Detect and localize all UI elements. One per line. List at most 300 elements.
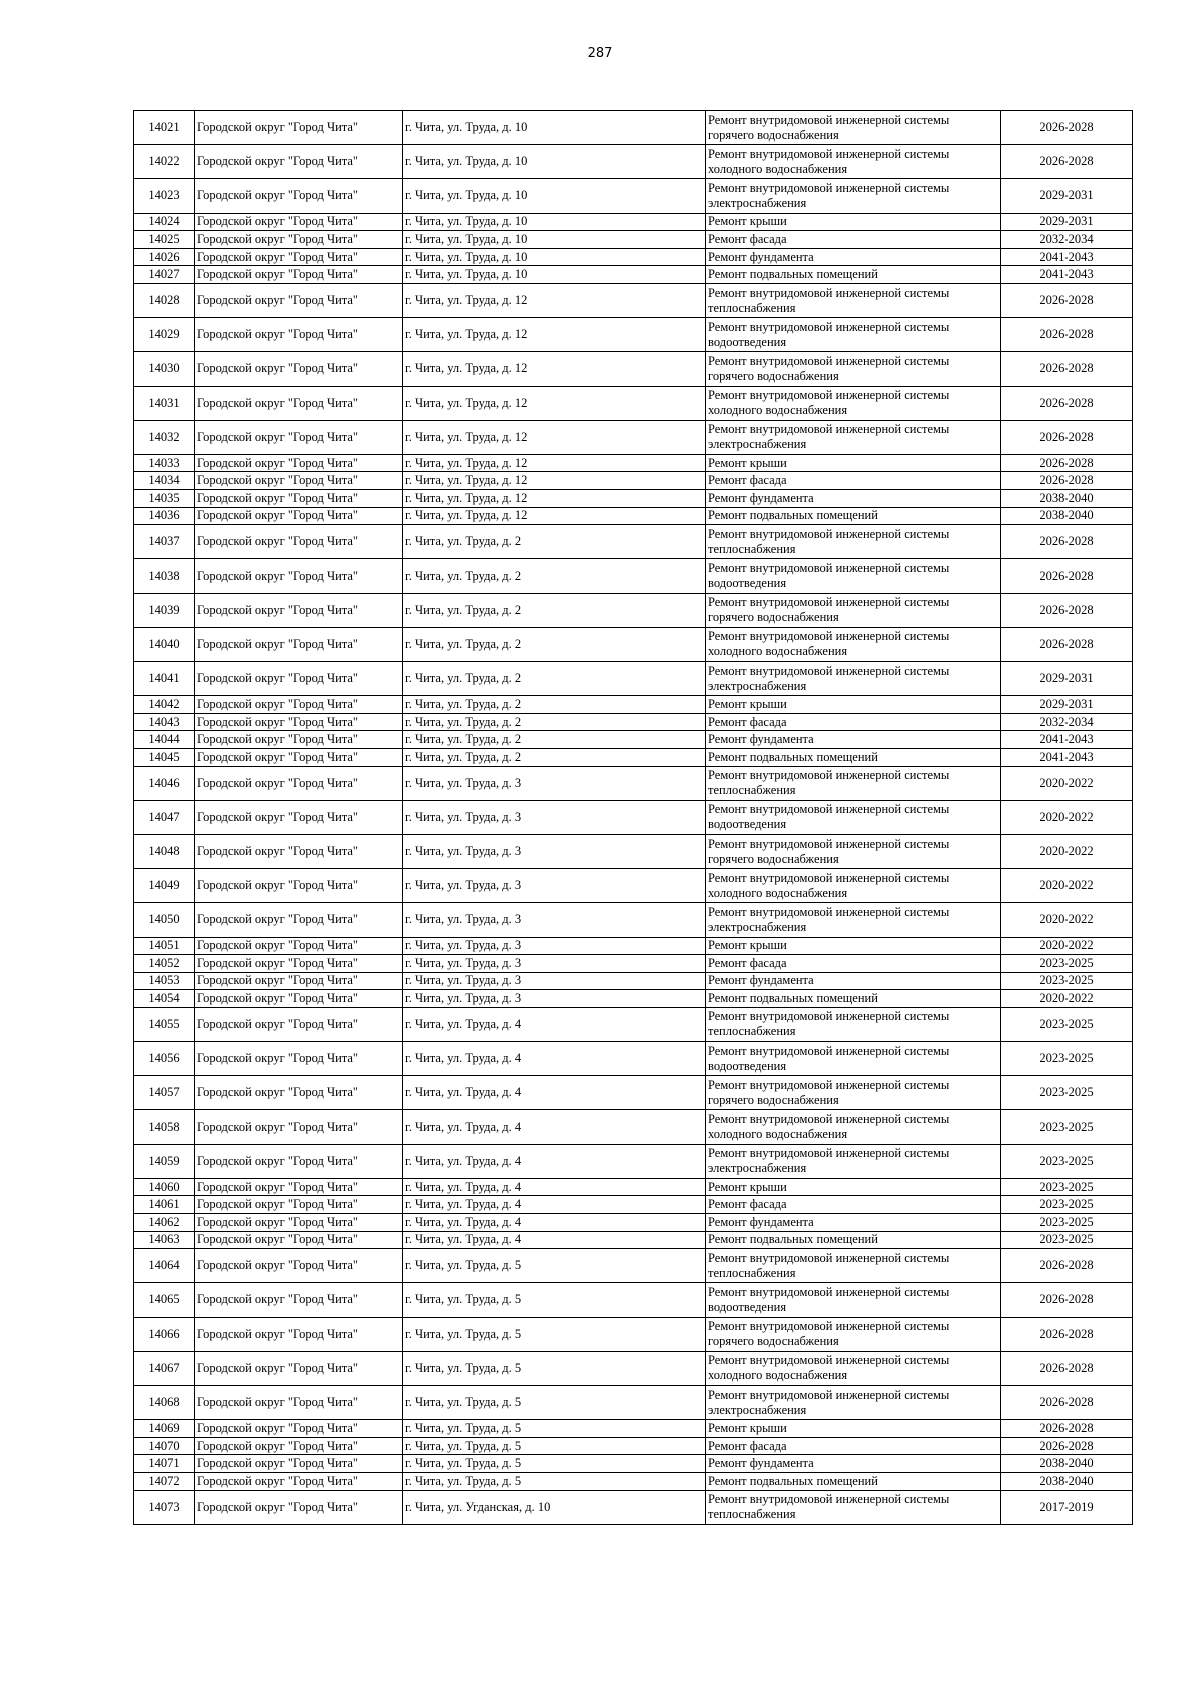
- municipality-cell: Городской округ "Город Чита": [195, 990, 403, 1008]
- table-row: [134, 972, 1133, 990]
- row-number-cell: 14052: [134, 955, 195, 973]
- municipality-cell: Городской округ "Город Чита": [195, 386, 403, 420]
- row-number-cell: 14061: [134, 1196, 195, 1214]
- table-row: [134, 1196, 1133, 1214]
- municipality-cell: Городской округ "Город Чита": [195, 1317, 403, 1351]
- table-row: [134, 1249, 1133, 1283]
- address-cell: г. Чита, ул. Труда, д. 10: [403, 248, 706, 266]
- table-row: [134, 1178, 1133, 1196]
- work-type-cell: Ремонт подвальных помещений: [706, 266, 1001, 284]
- row-number-cell: 14055: [134, 1007, 195, 1041]
- table-row: [134, 472, 1133, 490]
- row-number-cell: 14029: [134, 318, 195, 352]
- work-type-cell: Ремонт внутридомовой инженерной системы теплоснабжения: [706, 766, 1001, 800]
- table-row: [134, 748, 1133, 766]
- municipality-cell: Городской округ "Город Чита": [195, 696, 403, 714]
- row-number-cell: 14036: [134, 507, 195, 525]
- work-type-cell: Ремонт внутридомовой инженерной системы горячего водоснабжения: [706, 593, 1001, 627]
- municipality-cell: Городской округ "Город Чита": [195, 1214, 403, 1232]
- municipality-cell: Городской округ "Город Чита": [195, 1455, 403, 1473]
- table-row: [134, 903, 1133, 937]
- table-row: [134, 525, 1133, 559]
- municipality-cell: Городской округ "Город Чита": [195, 1420, 403, 1438]
- table-row: [134, 1420, 1133, 1438]
- row-number-cell: 14068: [134, 1385, 195, 1419]
- work-type-cell: Ремонт подвальных помещений: [706, 748, 1001, 766]
- table-row: [134, 490, 1133, 508]
- address-cell: г. Чита, ул. Труда, д. 12: [403, 490, 706, 508]
- address-cell: г. Чита, ул. Труда, д. 2: [403, 662, 706, 696]
- work-type-cell: Ремонт внутридомовой инженерной системы теплоснабжения: [706, 1249, 1001, 1283]
- work-type-cell: Ремонт подвальных помещений: [706, 1231, 1001, 1249]
- work-type-cell: Ремонт внутридомовой инженерной системы электроснабжения: [706, 1144, 1001, 1178]
- work-type-cell: Ремонт внутридомовой инженерной системы водоотведения: [706, 1042, 1001, 1076]
- work-type-cell: Ремонт внутридомовой инженерной системы водоотведения: [706, 1283, 1001, 1317]
- period-cell: 2023-2025: [1001, 955, 1133, 973]
- period-cell: 2038-2040: [1001, 490, 1133, 508]
- work-type-cell: Ремонт подвальных помещений: [706, 990, 1001, 1008]
- work-type-cell: Ремонт внутридомовой инженерной системы электроснабжения: [706, 1385, 1001, 1419]
- address-cell: г. Чита, ул. Труда, д. 3: [403, 937, 706, 955]
- period-cell: 2041-2043: [1001, 248, 1133, 266]
- municipality-cell: Городской округ "Город Чита": [195, 713, 403, 731]
- municipality-cell: Городской округ "Город Чита": [195, 1042, 403, 1076]
- table-row: [134, 420, 1133, 454]
- address-cell: г. Чита, ул. Труда, д. 3: [403, 972, 706, 990]
- work-type-cell: Ремонт внутридомовой инженерной системы электроснабжения: [706, 420, 1001, 454]
- municipality-cell: Городской округ "Город Чита": [195, 472, 403, 490]
- table-row: [134, 1490, 1133, 1524]
- address-cell: г. Чита, ул. Труда, д. 5: [403, 1317, 706, 1351]
- period-cell: 2020-2022: [1001, 834, 1133, 868]
- period-cell: 2017-2019: [1001, 1490, 1133, 1524]
- work-type-cell: Ремонт внутридомовой инженерной системы электроснабжения: [706, 179, 1001, 213]
- work-type-cell: Ремонт внутридомовой инженерной системы горячего водоснабжения: [706, 111, 1001, 145]
- address-cell: г. Чита, ул. Труда, д. 12: [403, 318, 706, 352]
- row-number-cell: 14059: [134, 1144, 195, 1178]
- address-cell: г. Чита, ул. Угданская, д. 10: [403, 1490, 706, 1524]
- address-cell: г. Чита, ул. Труда, д. 2: [403, 696, 706, 714]
- municipality-cell: Городской округ "Город Чита": [195, 731, 403, 749]
- table-row: [134, 713, 1133, 731]
- work-type-cell: Ремонт внутридомовой инженерной системы электроснабжения: [706, 903, 1001, 937]
- table-row: [134, 955, 1133, 973]
- work-type-cell: Ремонт внутридомовой инженерной системы водоотведения: [706, 800, 1001, 834]
- period-cell: 2029-2031: [1001, 213, 1133, 231]
- address-cell: г. Чита, ул. Труда, д. 5: [403, 1437, 706, 1455]
- address-cell: г. Чита, ул. Труда, д. 12: [403, 283, 706, 317]
- municipality-cell: Городской округ "Город Чита": [195, 748, 403, 766]
- address-cell: г. Чита, ул. Труда, д. 2: [403, 559, 706, 593]
- period-cell: 2026-2028: [1001, 593, 1133, 627]
- period-cell: 2026-2028: [1001, 627, 1133, 661]
- row-number-cell: 14044: [134, 731, 195, 749]
- address-cell: г. Чита, ул. Труда, д. 10: [403, 213, 706, 231]
- address-cell: г. Чита, ул. Труда, д. 2: [403, 627, 706, 661]
- address-cell: г. Чита, ул. Труда, д. 4: [403, 1076, 706, 1110]
- row-number-cell: 14073: [134, 1490, 195, 1524]
- period-cell: 2023-2025: [1001, 1076, 1133, 1110]
- repair-schedule-table: [133, 110, 1133, 1525]
- row-number-cell: 14048: [134, 834, 195, 868]
- municipality-cell: Городской округ "Город Чита": [195, 1283, 403, 1317]
- row-number-cell: 14062: [134, 1214, 195, 1232]
- table-row: [134, 1144, 1133, 1178]
- work-type-cell: Ремонт фасада: [706, 955, 1001, 973]
- address-cell: г. Чита, ул. Труда, д. 4: [403, 1196, 706, 1214]
- work-type-cell: Ремонт внутридомовой инженерной системы холодного водоснабжения: [706, 869, 1001, 903]
- address-cell: г. Чита, ул. Труда, д. 5: [403, 1283, 706, 1317]
- address-cell: г. Чита, ул. Труда, д. 3: [403, 800, 706, 834]
- table-row: [134, 145, 1133, 179]
- work-type-cell: Ремонт фундамента: [706, 248, 1001, 266]
- row-number-cell: 14046: [134, 766, 195, 800]
- address-cell: г. Чита, ул. Труда, д. 3: [403, 955, 706, 973]
- municipality-cell: Городской округ "Город Чита": [195, 1007, 403, 1041]
- municipality-cell: Городской округ "Город Чита": [195, 972, 403, 990]
- row-number-cell: 14065: [134, 1283, 195, 1317]
- row-number-cell: 14060: [134, 1178, 195, 1196]
- period-cell: 2038-2040: [1001, 1455, 1133, 1473]
- period-cell: 2029-2031: [1001, 662, 1133, 696]
- table-row: [134, 990, 1133, 1008]
- period-cell: 2020-2022: [1001, 937, 1133, 955]
- period-cell: 2026-2028: [1001, 525, 1133, 559]
- period-cell: 2023-2025: [1001, 1110, 1133, 1144]
- work-type-cell: Ремонт внутридомовой инженерной системы холодного водоснабжения: [706, 627, 1001, 661]
- page-number: 287: [587, 46, 613, 61]
- table-row: [134, 1214, 1133, 1232]
- period-cell: 2026-2028: [1001, 386, 1133, 420]
- period-cell: 2038-2040: [1001, 507, 1133, 525]
- municipality-cell: Городской округ "Город Чита": [195, 937, 403, 955]
- work-type-cell: Ремонт крыши: [706, 696, 1001, 714]
- period-cell: 2029-2031: [1001, 696, 1133, 714]
- row-number-cell: 14039: [134, 593, 195, 627]
- period-cell: 2023-2025: [1001, 1144, 1133, 1178]
- work-type-cell: Ремонт внутридомовой инженерной системы горячего водоснабжения: [706, 1076, 1001, 1110]
- municipality-cell: Городской округ "Город Чита": [195, 248, 403, 266]
- municipality-cell: Городской округ "Город Чита": [195, 145, 403, 179]
- work-type-cell: Ремонт внутридомовой инженерной системы электроснабжения: [706, 662, 1001, 696]
- address-cell: г. Чита, ул. Труда, д. 12: [403, 420, 706, 454]
- row-number-cell: 14053: [134, 972, 195, 990]
- work-type-cell: Ремонт внутридомовой инженерной системы теплоснабжения: [706, 525, 1001, 559]
- row-number-cell: 14054: [134, 990, 195, 1008]
- municipality-cell: Городской округ "Город Чита": [195, 111, 403, 145]
- period-cell: 2026-2028: [1001, 1385, 1133, 1419]
- address-cell: г. Чита, ул. Труда, д. 5: [403, 1351, 706, 1385]
- period-cell: 2026-2028: [1001, 283, 1133, 317]
- address-cell: г. Чита, ул. Труда, д. 10: [403, 266, 706, 284]
- address-cell: г. Чита, ул. Труда, д. 12: [403, 454, 706, 472]
- table-row: [134, 1283, 1133, 1317]
- address-cell: г. Чита, ул. Труда, д. 5: [403, 1455, 706, 1473]
- work-type-cell: Ремонт фундамента: [706, 1214, 1001, 1232]
- municipality-cell: Городской округ "Город Чита": [195, 800, 403, 834]
- work-type-cell: Ремонт фундамента: [706, 1455, 1001, 1473]
- address-cell: г. Чита, ул. Труда, д. 2: [403, 593, 706, 627]
- period-cell: 2026-2028: [1001, 1249, 1133, 1283]
- row-number-cell: 14063: [134, 1231, 195, 1249]
- row-number-cell: 14045: [134, 748, 195, 766]
- work-type-cell: Ремонт крыши: [706, 1420, 1001, 1438]
- row-number-cell: 14070: [134, 1437, 195, 1455]
- table-row: [134, 662, 1133, 696]
- row-number-cell: 14047: [134, 800, 195, 834]
- municipality-cell: Городской округ "Город Чита": [195, 525, 403, 559]
- period-cell: 2026-2028: [1001, 472, 1133, 490]
- table-row: [134, 213, 1133, 231]
- address-cell: г. Чита, ул. Труда, д. 5: [403, 1385, 706, 1419]
- table-row: [134, 593, 1133, 627]
- table-row: [134, 1317, 1133, 1351]
- period-cell: 2029-2031: [1001, 179, 1133, 213]
- address-cell: г. Чита, ул. Труда, д. 4: [403, 1007, 706, 1041]
- row-number-cell: 14024: [134, 213, 195, 231]
- municipality-cell: Городской округ "Город Чита": [195, 1178, 403, 1196]
- municipality-cell: Городской округ "Город Чита": [195, 1472, 403, 1490]
- table-row: [134, 1437, 1133, 1455]
- municipality-cell: Городской округ "Город Чита": [195, 1110, 403, 1144]
- work-type-cell: Ремонт фасада: [706, 1196, 1001, 1214]
- work-type-cell: Ремонт внутридомовой инженерной системы водоотведения: [706, 559, 1001, 593]
- row-number-cell: 14023: [134, 179, 195, 213]
- work-type-cell: Ремонт крыши: [706, 213, 1001, 231]
- table-row: [134, 627, 1133, 661]
- address-cell: г. Чита, ул. Труда, д. 3: [403, 834, 706, 868]
- row-number-cell: 14026: [134, 248, 195, 266]
- table-row: [134, 283, 1133, 317]
- address-cell: г. Чита, ул. Труда, д. 2: [403, 713, 706, 731]
- row-number-cell: 14030: [134, 352, 195, 386]
- address-cell: г. Чита, ул. Труда, д. 2: [403, 731, 706, 749]
- period-cell: 2026-2028: [1001, 1437, 1133, 1455]
- period-cell: 2026-2028: [1001, 111, 1133, 145]
- table-row: [134, 454, 1133, 472]
- period-cell: 2023-2025: [1001, 1196, 1133, 1214]
- table-row: [134, 1231, 1133, 1249]
- address-cell: г. Чита, ул. Труда, д. 4: [403, 1144, 706, 1178]
- table-row: [134, 248, 1133, 266]
- period-cell: 2020-2022: [1001, 766, 1133, 800]
- table-row: [134, 386, 1133, 420]
- work-type-cell: Ремонт фасада: [706, 1437, 1001, 1455]
- municipality-cell: Городской округ "Город Чита": [195, 1437, 403, 1455]
- municipality-cell: Городской округ "Город Чита": [195, 507, 403, 525]
- work-type-cell: Ремонт внутридомовой инженерной системы горячего водоснабжения: [706, 1317, 1001, 1351]
- table-row: [134, 559, 1133, 593]
- period-cell: 2026-2028: [1001, 1283, 1133, 1317]
- address-cell: г. Чита, ул. Труда, д. 4: [403, 1231, 706, 1249]
- row-number-cell: 14072: [134, 1472, 195, 1490]
- period-cell: 2038-2040: [1001, 1472, 1133, 1490]
- table-row: [134, 507, 1133, 525]
- period-cell: 2026-2028: [1001, 318, 1133, 352]
- municipality-cell: Городской округ "Город Чита": [195, 231, 403, 249]
- work-type-cell: Ремонт внутридомовой инженерной системы горячего водоснабжения: [706, 834, 1001, 868]
- address-cell: г. Чита, ул. Труда, д. 3: [403, 766, 706, 800]
- work-type-cell: Ремонт фундамента: [706, 731, 1001, 749]
- period-cell: 2026-2028: [1001, 352, 1133, 386]
- municipality-cell: Городской округ "Город Чита": [195, 903, 403, 937]
- period-cell: 2026-2028: [1001, 1420, 1133, 1438]
- row-number-cell: 14056: [134, 1042, 195, 1076]
- work-type-cell: Ремонт подвальных помещений: [706, 507, 1001, 525]
- municipality-cell: Городской округ "Город Чита": [195, 1490, 403, 1524]
- municipality-cell: Городской округ "Город Чита": [195, 1076, 403, 1110]
- table-row: [134, 800, 1133, 834]
- municipality-cell: Городской округ "Город Чита": [195, 1249, 403, 1283]
- table-row: [134, 179, 1133, 213]
- work-type-cell: Ремонт внутридомовой инженерной системы холодного водоснабжения: [706, 1351, 1001, 1385]
- row-number-cell: 14033: [134, 454, 195, 472]
- table-row: [134, 231, 1133, 249]
- period-cell: 2020-2022: [1001, 903, 1133, 937]
- table-row: [134, 111, 1133, 145]
- address-cell: г. Чита, ул. Труда, д. 2: [403, 748, 706, 766]
- row-number-cell: 14064: [134, 1249, 195, 1283]
- table-row: [134, 1472, 1133, 1490]
- municipality-cell: Городской округ "Город Чита": [195, 352, 403, 386]
- address-cell: г. Чита, ул. Труда, д. 2: [403, 525, 706, 559]
- work-type-cell: Ремонт внутридомовой инженерной системы холодного водоснабжения: [706, 1110, 1001, 1144]
- work-type-cell: Ремонт крыши: [706, 937, 1001, 955]
- period-cell: 2023-2025: [1001, 1214, 1133, 1232]
- municipality-cell: Городской округ "Город Чита": [195, 627, 403, 661]
- period-cell: 2026-2028: [1001, 420, 1133, 454]
- address-cell: г. Чита, ул. Труда, д. 4: [403, 1110, 706, 1144]
- row-number-cell: 14037: [134, 525, 195, 559]
- table-row: [134, 1385, 1133, 1419]
- work-type-cell: Ремонт внутридомовой инженерной системы теплоснабжения: [706, 1007, 1001, 1041]
- work-type-cell: Ремонт фундамента: [706, 972, 1001, 990]
- work-type-cell: Ремонт внутридомовой инженерной системы теплоснабжения: [706, 1490, 1001, 1524]
- municipality-cell: Городской округ "Город Чита": [195, 593, 403, 627]
- municipality-cell: Городской округ "Город Чита": [195, 266, 403, 284]
- table-row: [134, 869, 1133, 903]
- work-type-cell: Ремонт внутридомовой инженерной системы холодного водоснабжения: [706, 386, 1001, 420]
- work-type-cell: Ремонт внутридомовой инженерной системы водоотведения: [706, 318, 1001, 352]
- table-row: [134, 696, 1133, 714]
- row-number-cell: 14041: [134, 662, 195, 696]
- row-number-cell: 14035: [134, 490, 195, 508]
- address-cell: г. Чита, ул. Труда, д. 10: [403, 145, 706, 179]
- period-cell: 2026-2028: [1001, 1351, 1133, 1385]
- address-cell: г. Чита, ул. Труда, д. 12: [403, 386, 706, 420]
- address-cell: г. Чита, ул. Труда, д. 10: [403, 179, 706, 213]
- address-cell: г. Чита, ул. Труда, д. 5: [403, 1472, 706, 1490]
- period-cell: 2020-2022: [1001, 990, 1133, 1008]
- work-type-cell: Ремонт внутридомовой инженерной системы холодного водоснабжения: [706, 145, 1001, 179]
- table-row: [134, 1351, 1133, 1385]
- period-cell: 2041-2043: [1001, 266, 1133, 284]
- address-cell: г. Чита, ул. Труда, д. 5: [403, 1249, 706, 1283]
- municipality-cell: Городской округ "Город Чита": [195, 213, 403, 231]
- row-number-cell: 14034: [134, 472, 195, 490]
- row-number-cell: 14043: [134, 713, 195, 731]
- table-row: [134, 937, 1133, 955]
- row-number-cell: 14022: [134, 145, 195, 179]
- row-number-cell: 14025: [134, 231, 195, 249]
- work-type-cell: Ремонт фундамента: [706, 490, 1001, 508]
- row-number-cell: 14071: [134, 1455, 195, 1473]
- municipality-cell: Городской округ "Город Чита": [195, 1144, 403, 1178]
- row-number-cell: 14049: [134, 869, 195, 903]
- table-row: [134, 1076, 1133, 1110]
- row-number-cell: 14067: [134, 1351, 195, 1385]
- row-number-cell: 14027: [134, 266, 195, 284]
- row-number-cell: 14021: [134, 111, 195, 145]
- row-number-cell: 14058: [134, 1110, 195, 1144]
- address-cell: г. Чита, ул. Труда, д. 4: [403, 1042, 706, 1076]
- period-cell: 2023-2025: [1001, 972, 1133, 990]
- row-number-cell: 14032: [134, 420, 195, 454]
- row-number-cell: 14028: [134, 283, 195, 317]
- address-cell: г. Чита, ул. Труда, д. 10: [403, 231, 706, 249]
- table-row: [134, 766, 1133, 800]
- row-number-cell: 14040: [134, 627, 195, 661]
- row-number-cell: 14066: [134, 1317, 195, 1351]
- address-cell: г. Чита, ул. Труда, д. 3: [403, 990, 706, 1008]
- row-number-cell: 14038: [134, 559, 195, 593]
- period-cell: 2026-2028: [1001, 454, 1133, 472]
- period-cell: 2023-2025: [1001, 1178, 1133, 1196]
- period-cell: 2032-2034: [1001, 713, 1133, 731]
- address-cell: г. Чита, ул. Труда, д. 4: [403, 1214, 706, 1232]
- table-row: [134, 266, 1133, 284]
- municipality-cell: Городской округ "Город Чита": [195, 834, 403, 868]
- period-cell: 2041-2043: [1001, 748, 1133, 766]
- work-type-cell: Ремонт фасада: [706, 472, 1001, 490]
- municipality-cell: Городской округ "Город Чита": [195, 490, 403, 508]
- address-cell: г. Чита, ул. Труда, д. 3: [403, 903, 706, 937]
- address-cell: г. Чита, ул. Труда, д. 5: [403, 1420, 706, 1438]
- work-type-cell: Ремонт внутридомовой инженерной системы теплоснабжения: [706, 283, 1001, 317]
- table-row: [134, 1007, 1133, 1041]
- period-cell: 2026-2028: [1001, 1317, 1133, 1351]
- table-body: [134, 111, 1133, 1525]
- period-cell: 2023-2025: [1001, 1231, 1133, 1249]
- table-row: [134, 318, 1133, 352]
- municipality-cell: Городской округ "Город Чита": [195, 1196, 403, 1214]
- municipality-cell: Городской округ "Город Чита": [195, 179, 403, 213]
- row-number-cell: 14042: [134, 696, 195, 714]
- municipality-cell: Городской округ "Город Чита": [195, 420, 403, 454]
- work-type-cell: Ремонт подвальных помещений: [706, 1472, 1001, 1490]
- row-number-cell: 14051: [134, 937, 195, 955]
- period-cell: 2026-2028: [1001, 559, 1133, 593]
- work-type-cell: Ремонт внутридомовой инженерной системы горячего водоснабжения: [706, 352, 1001, 386]
- municipality-cell: Городской округ "Город Чита": [195, 766, 403, 800]
- municipality-cell: Городской округ "Город Чита": [195, 1351, 403, 1385]
- municipality-cell: Городской округ "Город Чита": [195, 1231, 403, 1249]
- period-cell: 2032-2034: [1001, 231, 1133, 249]
- period-cell: 2023-2025: [1001, 1007, 1133, 1041]
- row-number-cell: 14069: [134, 1420, 195, 1438]
- period-cell: 2041-2043: [1001, 731, 1133, 749]
- table-row: [134, 352, 1133, 386]
- address-cell: г. Чита, ул. Труда, д. 12: [403, 472, 706, 490]
- work-type-cell: Ремонт крыши: [706, 454, 1001, 472]
- work-type-cell: Ремонт фасада: [706, 231, 1001, 249]
- address-cell: г. Чита, ул. Труда, д. 4: [403, 1178, 706, 1196]
- period-cell: 2020-2022: [1001, 800, 1133, 834]
- address-cell: г. Чита, ул. Труда, д. 3: [403, 869, 706, 903]
- period-cell: 2026-2028: [1001, 145, 1133, 179]
- table-row: [134, 1042, 1133, 1076]
- work-type-cell: Ремонт крыши: [706, 1178, 1001, 1196]
